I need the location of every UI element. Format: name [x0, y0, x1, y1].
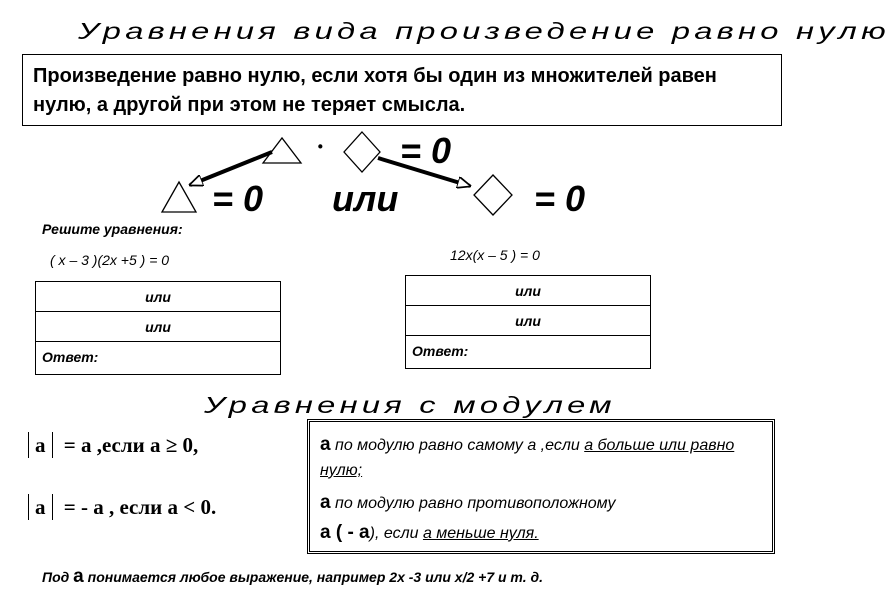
- abs-bar-right: [52, 494, 53, 520]
- diamond-bottom-icon: [474, 175, 512, 215]
- modulus-title: Уравнения с модулем: [204, 392, 616, 418]
- abs-bar-left: [28, 432, 29, 458]
- modulus-rule-2: = - а , если а < 0.: [63, 495, 217, 519]
- solution-table-1: [35, 281, 281, 375]
- equation-1: ( х – 3 )(2х +5 ) = 0: [50, 252, 170, 268]
- triangle-top-icon: [263, 138, 301, 163]
- definition-line-3: а ( - а), если а меньше нуля.: [320, 522, 539, 543]
- solution-table-2: [405, 275, 651, 369]
- table1-answer: Ответ:: [42, 349, 99, 365]
- equals-zero-top: = 0: [400, 130, 452, 171]
- table2-row-1: или: [406, 276, 650, 306]
- multiply-dot: ·: [316, 132, 325, 161]
- table1-row-2: или: [36, 312, 280, 342]
- equation-2: 12х(х – 5 ) = 0: [450, 247, 540, 263]
- modulus-var: а: [35, 495, 46, 519]
- table1-row-1: или: [36, 282, 280, 312]
- task-label: Решите уравнения:: [42, 221, 183, 237]
- modulus-rule-1: = а ,если а ≥ 0,: [63, 433, 199, 457]
- abs-bar-right: [52, 432, 53, 458]
- definition-line-1: а по модулю равно самому а ,если а больше или равно нулю;: [320, 434, 735, 479]
- modulus-positive: [22, 432, 198, 458]
- equals-zero-right: = 0: [534, 178, 586, 219]
- modulus-negative: [22, 494, 216, 520]
- diamond-top-icon: [344, 132, 380, 172]
- or-label: или: [332, 178, 399, 219]
- table2-row-2: или: [406, 306, 650, 336]
- footer-note: Под а понимается любое выражение, например 2х -3 или х/2 +7 и т. д.: [42, 566, 544, 587]
- abs-bar-left: [28, 494, 29, 520]
- equals-zero-left: = 0: [212, 178, 264, 219]
- table2-answer: Ответ:: [412, 343, 469, 359]
- definition-box: [307, 419, 775, 554]
- modulus-var: а: [35, 433, 46, 457]
- definition-line-2: а по модулю равно противоположному: [320, 492, 616, 513]
- main-title: Уравнения вида произведение равно нулю: [78, 18, 890, 44]
- rule-box: Произведение равно нулю, если хотя бы один из множителей равен нулю, а другой при этом не теряет смысла.: [22, 54, 782, 126]
